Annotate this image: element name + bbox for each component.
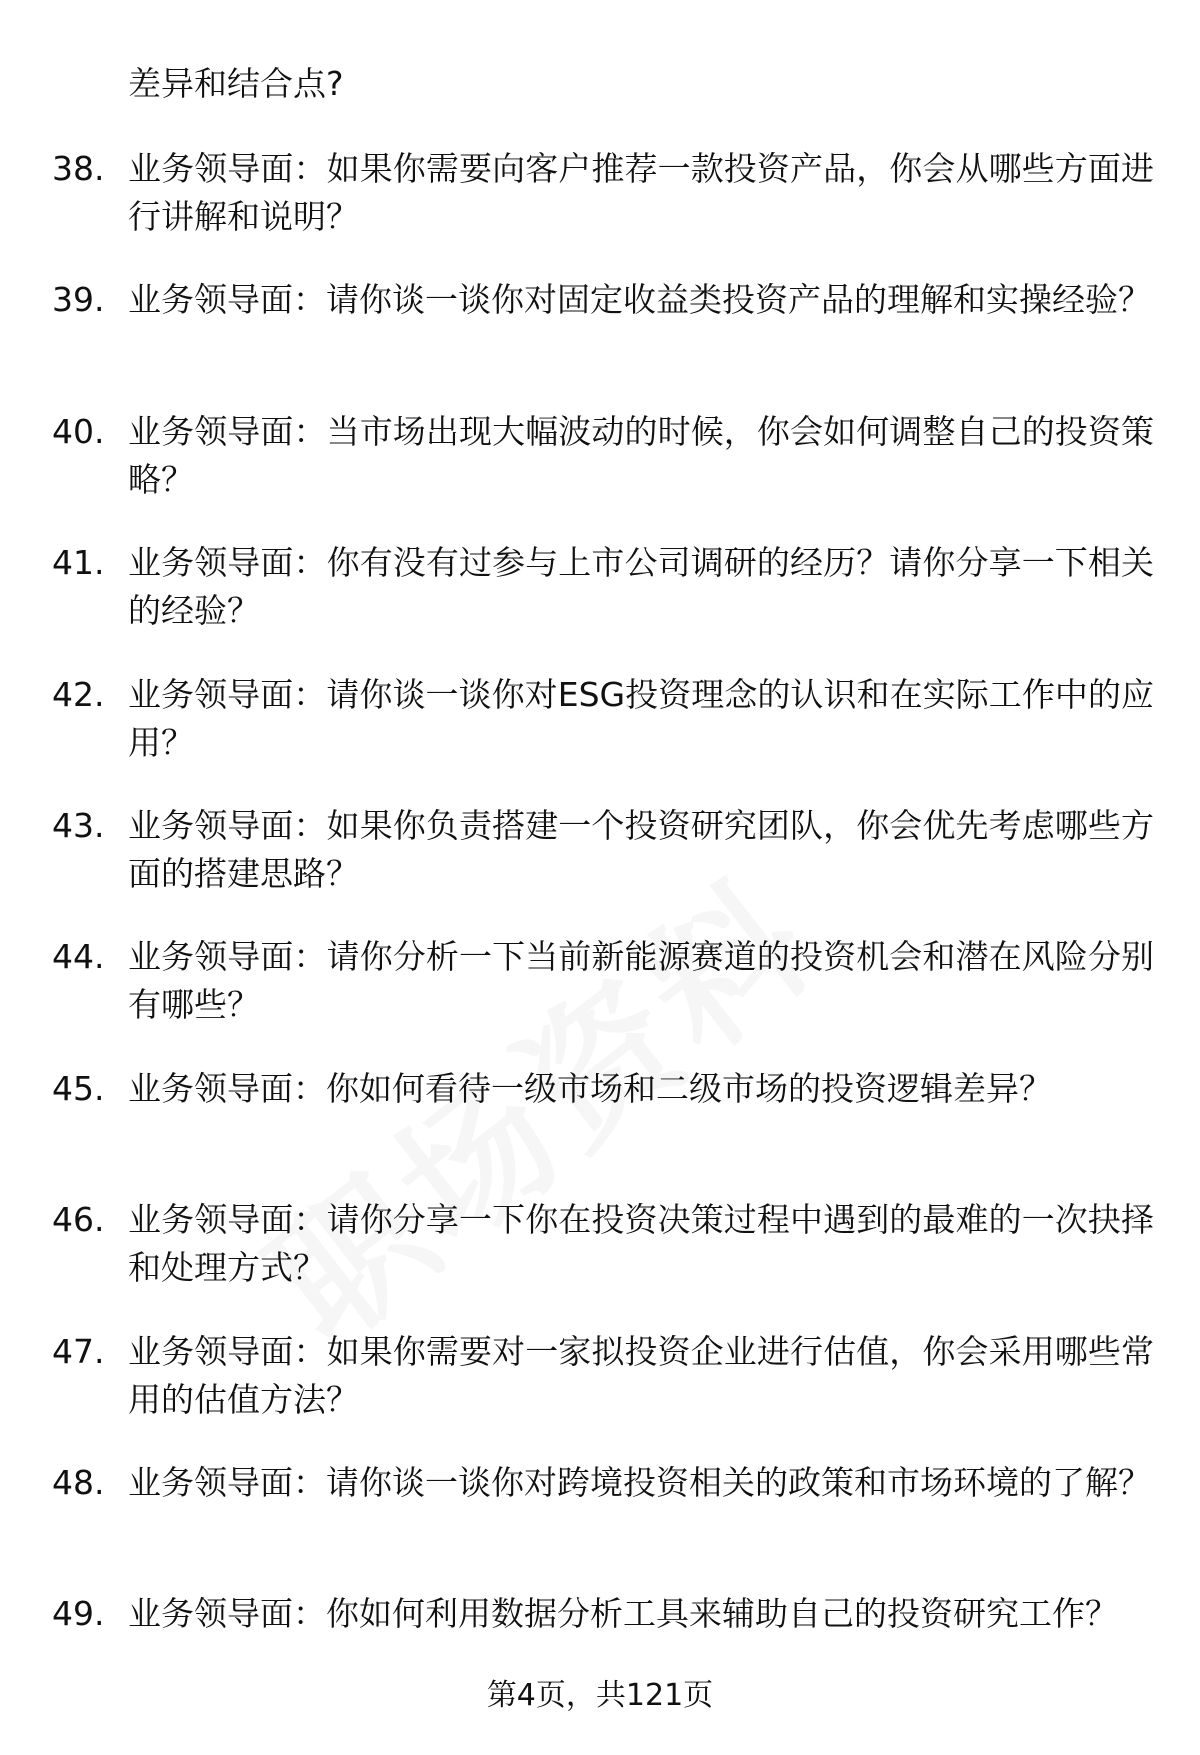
question-number: 48. [52,1462,105,1502]
question-item [52,276,1152,407]
question-number: 43. [52,805,105,845]
question-item [52,145,1152,276]
question-text: 业务领导面：当市场出现大幅波动的时候，你会如何调整自己的投资策略？ [128,411,1154,499]
page-footer: 第4页，共121页 [486,1678,714,1713]
question-number: 44. [52,937,105,977]
continuation-text: 差异和结合点? [128,64,344,103]
question-number: 47. [52,1331,105,1371]
question-text: 业务领导面：如果你负责搭建一个投资研究团队，你会优先考虑哪些方面的搭建思路？ [128,805,1154,893]
question-number: 41. [52,543,105,583]
question-number: 45. [52,1068,105,1108]
question-text: 业务领导面：请你谈一谈你对ESG投资理念的认识和在实际工作中的应用？ [128,674,1154,762]
question-item [52,408,1152,539]
question-number: 39. [52,280,105,320]
question-item [52,1459,1152,1590]
question-item [52,933,1152,1064]
question-text: 业务领导面：请你谈一谈你对固定收益类投资产品的理解和实操经验？ [128,280,1151,320]
question-number: 46. [52,1200,105,1240]
question-number: 42. [52,674,105,714]
question-text: 业务领导面：你如何利用数据分析工具来辅助自己的投资研究工作？ [128,1594,1118,1634]
question-item [52,1065,1152,1196]
question-text: 业务领导面：请你分析一下当前新能源赛道的投资机会和潜在风险分别有哪些？ [128,937,1154,1025]
question-text: 业务领导面：你如何看待一级市场和二级市场的投资逻辑差异？ [128,1068,1052,1108]
question-text: 业务领导面：如果你需要对一家拟投资企业进行估值，你会采用哪些常用的估值方法？ [128,1331,1154,1419]
question-list [52,145,1152,1722]
question-text: 业务领导面：如果你需要向客户推荐一款投资产品，你会从哪些方面进行讲解和说明？ [128,149,1154,236]
question-text: 业务领导面：请你分享一下你在投资决策过程中遇到的最难的一次抉择和处理方式？ [128,1200,1154,1288]
question-item [52,671,1152,802]
question-number: 40. [52,411,105,451]
question-text: 业务领导面：你有没有过参与上市公司调研的经历？请你分享一下相关的经验？ [128,543,1154,631]
question-item [52,802,1152,933]
question-item [52,1196,1152,1327]
question-item [52,1328,1152,1459]
question-number: 49. [52,1594,105,1634]
question-item [52,539,1152,670]
question-text: 业务领导面：请你谈一谈你对跨境投资相关的政策和市场环境的了解？ [128,1462,1151,1502]
question-number: 38. [52,149,105,188]
